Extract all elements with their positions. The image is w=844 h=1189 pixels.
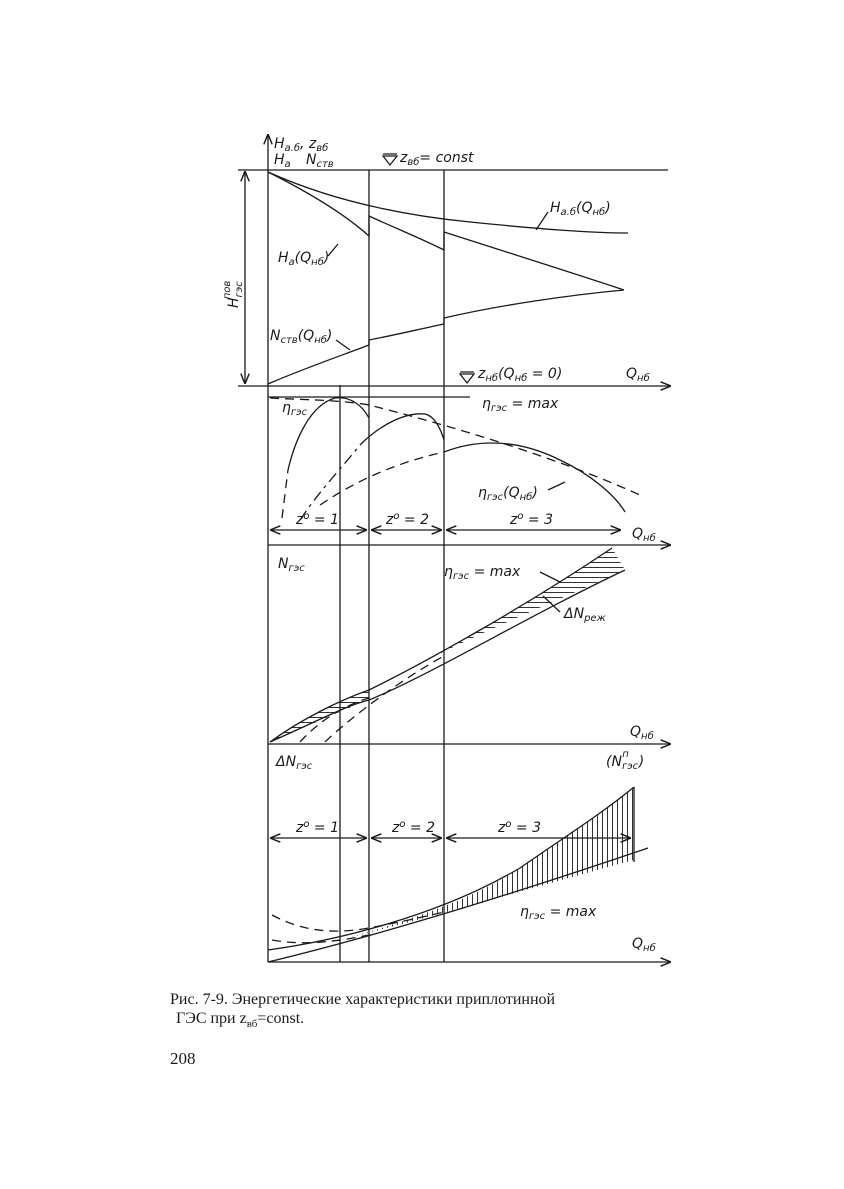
nstv-curve-label: $N_{ств}(Q_{нб})$: [270, 328, 333, 346]
p2-xaxis-label: $Q_{нб}$: [632, 526, 656, 544]
eta-curve-label: $\eta_{гэс}(Q_{нб})$: [478, 485, 538, 503]
label-nstv-top: $N_{ств}$: [306, 152, 334, 170]
hab-curve-label: $H_{а.б}(Q_{нб})$: [550, 200, 611, 218]
p3-yaxis-label: $N_{гэс}$: [278, 556, 305, 574]
zvb-marker: [383, 154, 397, 165]
p1-yaxis-label: $H_{а.б}$, $z_{вб}$: [274, 136, 329, 154]
p3-xaxis-label: $Q_{нб}$: [630, 724, 654, 742]
ha-curve-label: $H_а(Q_{нб})$: [278, 250, 330, 268]
p4-zone3-label: $z^o = 3$: [498, 819, 542, 836]
ngs-dash-2: [325, 656, 444, 742]
eta-curve-leader: [548, 482, 565, 490]
p4-eta-max-label: $\eta_{гэс} = \max$: [520, 904, 597, 922]
nstv-leader: [336, 340, 350, 350]
eta-max-leader-p3: [540, 572, 560, 582]
caption-line-1: Рис. 7-9. Энергетические характеристики приплотинной: [170, 991, 556, 1008]
eta-max-label: $\eta_{гэс} = \max$: [482, 396, 559, 414]
p1-xaxis-label: $Q_{нб}$: [626, 366, 650, 384]
znb-label: $z_{нб}(Q_{нб} = 0)$: [478, 366, 563, 384]
caption-line-2: ГЭС при $z_{вб}=const$.: [176, 1010, 305, 1031]
eta-curve-z1-dash: [282, 470, 288, 518]
p2-yaxis-label: $\eta_{гэс}$: [282, 400, 308, 418]
eta-curve-z2-dash: [300, 445, 360, 520]
figure-caption: [170, 990, 690, 1034]
dn-mode-label: $\Delta N_{реж}$: [564, 606, 606, 624]
p2-zone1-label: $z^o = 1$: [296, 511, 340, 528]
p2-zone3-label: $z^o = 3$: [510, 511, 554, 528]
label-ha-top: $H_а$: [274, 152, 291, 170]
p4-yaxis-label: $\Delta N_{гэс}$: [276, 754, 313, 772]
p4-xaxis-label: $Q_{нб}$: [632, 936, 656, 954]
ha-leader: [328, 244, 338, 256]
znb-marker: [460, 372, 474, 383]
p2-zone2-label: $z^o = 2$: [386, 511, 430, 528]
hges-pov-label: $H_{гэс}пов$: [222, 280, 245, 308]
zvb-const-label: $z_{вб}=$ const: [400, 150, 474, 168]
p3-eta-max-label: $\eta_{гэс} = \max$: [444, 564, 521, 582]
p4-right-label: ($N_{гэс}п$ ): [606, 749, 645, 772]
eta-curve-z2: [360, 414, 444, 445]
page-number: 208: [170, 1049, 196, 1068]
eta-curve-z3-dash: [320, 452, 444, 505]
hab-leader: [536, 212, 548, 230]
p4-zone1-label: $z^o = 1$: [296, 819, 340, 836]
p4-zone2-label: $z^o = 2$: [392, 819, 436, 836]
eta-envelope: [270, 398, 640, 495]
